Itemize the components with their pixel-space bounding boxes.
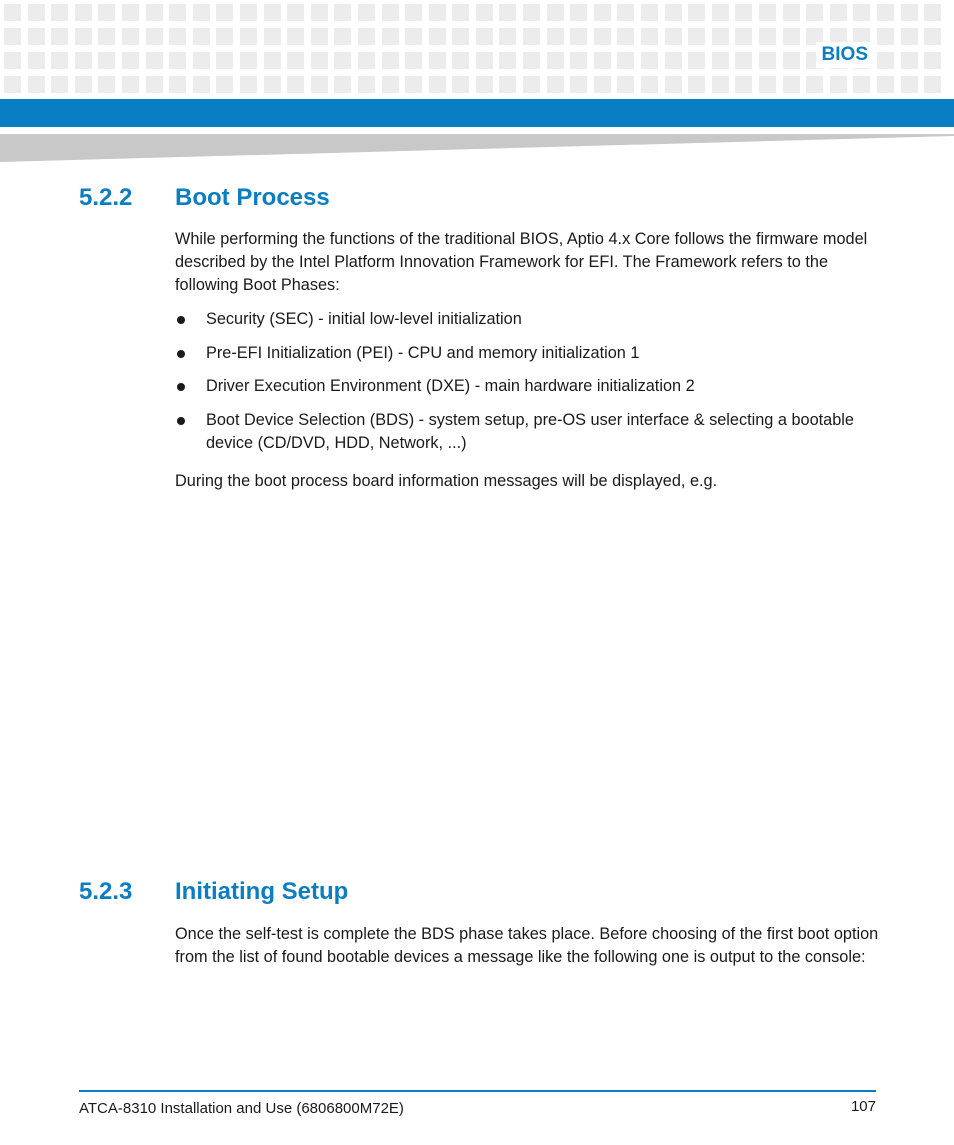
section-title: Boot Process	[175, 184, 330, 211]
list-item	[175, 375, 880, 398]
header-pattern-square	[759, 4, 776, 21]
header-pattern-square	[877, 28, 894, 45]
header-pattern-square	[264, 28, 281, 45]
header-pattern-square	[75, 76, 92, 93]
bullet-icon	[177, 350, 185, 358]
header-pattern-square	[264, 76, 281, 93]
header-pattern-square	[51, 4, 68, 21]
header-pattern-square	[476, 52, 493, 69]
header-pattern-square	[4, 52, 21, 69]
header-pattern-square	[759, 28, 776, 45]
header-pattern-square	[570, 76, 587, 93]
header-pattern-square	[688, 4, 705, 21]
header-pattern-square	[665, 4, 682, 21]
header-pattern-square	[806, 4, 823, 21]
header-pattern-square	[382, 4, 399, 21]
header-pattern-square	[122, 28, 139, 45]
header-pattern-square	[311, 4, 328, 21]
header-pattern-square	[901, 4, 918, 21]
list-item	[175, 409, 880, 455]
header-pattern-square	[216, 28, 233, 45]
header-pattern-square	[901, 52, 918, 69]
boot-process-closing: During the boot process board information messages will be displayed, e.g.	[175, 472, 718, 490]
header-pattern-square	[264, 4, 281, 21]
header-pattern-square	[901, 76, 918, 93]
header-pattern-square	[405, 28, 422, 45]
header-pattern-square	[51, 76, 68, 93]
header-pattern-square	[193, 52, 210, 69]
header-pattern-square	[51, 28, 68, 45]
header-pattern-square	[429, 52, 446, 69]
header-pattern-square	[783, 28, 800, 45]
header-pattern-square	[523, 52, 540, 69]
header-pattern-square	[759, 52, 776, 69]
header-grey-wedge	[0, 131, 954, 163]
header-pattern-square	[877, 4, 894, 21]
header-pattern-square	[311, 52, 328, 69]
header-pattern-square	[287, 4, 304, 21]
header-pattern-square	[75, 4, 92, 21]
header-pattern-square	[452, 76, 469, 93]
header-pattern-square	[547, 4, 564, 21]
header-pattern-square	[452, 52, 469, 69]
initiating-setup-intro: Once the self-test is complete the BDS phase takes place. Before choosing of the first boot option from the list of found bootable devices a message like the following one is output to the console:	[175, 925, 879, 966]
header-pattern-square	[452, 4, 469, 21]
header-pattern-square	[617, 76, 634, 93]
header-pattern-square	[735, 28, 752, 45]
header-pattern-square	[688, 28, 705, 45]
header-pattern-square	[830, 76, 847, 93]
header-pattern-square	[712, 28, 729, 45]
header-pattern-square	[240, 52, 257, 69]
header-pattern-square	[665, 52, 682, 69]
header-pattern-square	[334, 4, 351, 21]
header-pattern-square	[75, 28, 92, 45]
header-pattern-square	[924, 28, 941, 45]
header-pattern-square	[429, 28, 446, 45]
header-pattern-square	[51, 52, 68, 69]
header-pattern-square	[476, 4, 493, 21]
section-number: 5.2.3	[79, 878, 133, 905]
page-number: 107	[850, 1098, 876, 1115]
header-pattern-square	[28, 52, 45, 69]
header-pattern-square	[122, 76, 139, 93]
header-pattern-square	[924, 4, 941, 21]
header-pattern-square	[641, 76, 658, 93]
header-pattern-square	[924, 76, 941, 93]
header-pattern-square	[924, 52, 941, 69]
header-pattern-square	[146, 4, 163, 21]
header-pattern-square	[358, 76, 375, 93]
header-pattern-square	[216, 76, 233, 93]
header-pattern-square	[665, 76, 682, 93]
header-pattern-square	[75, 52, 92, 69]
header-pattern-square	[665, 28, 682, 45]
header-pattern-square	[4, 76, 21, 93]
bullet-icon	[177, 383, 185, 391]
header-blue-band	[0, 99, 954, 127]
header-pattern-square	[216, 52, 233, 69]
header-pattern-square	[594, 4, 611, 21]
header-pattern-square	[617, 4, 634, 21]
header-pattern-square	[499, 28, 516, 45]
header-pattern-square	[334, 52, 351, 69]
header-pattern-square	[334, 28, 351, 45]
header-pattern-square	[688, 76, 705, 93]
header-pattern-square	[334, 76, 351, 93]
header-pattern-square	[98, 4, 115, 21]
header-pattern-square	[4, 28, 21, 45]
list-item-text: Pre-EFI Initialization (PEI) - CPU and memory initialization 1	[206, 343, 640, 362]
header-pattern-square	[712, 76, 729, 93]
list-item	[175, 342, 880, 365]
section-title: Initiating Setup	[175, 878, 349, 905]
footer-document-title: ATCA-8310 Installation and Use (6806800M72E)	[79, 1100, 404, 1117]
header-pattern-square	[98, 76, 115, 93]
header-pattern-square	[358, 28, 375, 45]
header-pattern-square	[287, 52, 304, 69]
header-pattern-square	[641, 52, 658, 69]
header-pattern-square	[547, 76, 564, 93]
header-pattern-square	[287, 28, 304, 45]
header-pattern-square	[712, 4, 729, 21]
header-pattern-square	[570, 28, 587, 45]
section-heading-initiating-setup	[79, 877, 348, 907]
header-pattern-square	[122, 4, 139, 21]
header-pattern-square	[382, 28, 399, 45]
header-pattern-square	[712, 52, 729, 69]
section-number: 5.2.2	[79, 184, 133, 211]
header-pattern-square	[641, 4, 658, 21]
header-pattern-square	[735, 52, 752, 69]
header-pattern-square	[98, 28, 115, 45]
header-pattern-square	[783, 4, 800, 21]
header-pattern-square	[216, 4, 233, 21]
header-pattern-square	[877, 76, 894, 93]
header-pattern-square	[499, 76, 516, 93]
header-pattern-square	[570, 4, 587, 21]
bullet-icon	[177, 316, 185, 324]
header-pattern-square	[382, 52, 399, 69]
header-pattern-square	[594, 28, 611, 45]
list-item-text: Security (SEC) - initial low-level initialization	[206, 310, 522, 328]
footer-rule	[79, 1090, 876, 1092]
header-pattern-square	[98, 52, 115, 69]
header-pattern-square	[853, 76, 870, 93]
running-header-title: BIOS	[816, 42, 874, 68]
header-pattern-square	[735, 76, 752, 93]
header-pattern-square	[240, 76, 257, 93]
header-pattern-square	[169, 52, 186, 69]
header-pattern-square	[806, 76, 823, 93]
header-pattern-square	[146, 76, 163, 93]
header-pattern-square	[877, 52, 894, 69]
header-pattern-square	[429, 4, 446, 21]
header-pattern-square	[405, 52, 422, 69]
header-pattern-square	[523, 28, 540, 45]
header-pattern-square	[240, 4, 257, 21]
boot-phases-list	[175, 308, 880, 465]
header-pattern-square	[169, 28, 186, 45]
header-pattern-square	[28, 4, 45, 21]
header-pattern-square	[264, 52, 281, 69]
header-pattern-square	[193, 28, 210, 45]
header-pattern-square	[759, 76, 776, 93]
header-pattern-square	[28, 28, 45, 45]
header-pattern-square	[240, 28, 257, 45]
header-dot-grid	[4, 4, 954, 94]
header-pattern-square	[594, 52, 611, 69]
header-pattern-square	[358, 52, 375, 69]
header-pattern-square	[476, 76, 493, 93]
header-pattern-square	[452, 28, 469, 45]
header-pattern-square	[499, 52, 516, 69]
header-pattern-square	[193, 4, 210, 21]
header-pattern-square	[169, 76, 186, 93]
header-pattern-square	[853, 4, 870, 21]
section-heading-boot-process	[79, 183, 330, 213]
header-pattern-square	[287, 76, 304, 93]
header-pattern-square	[617, 28, 634, 45]
header-pattern-square	[358, 4, 375, 21]
list-item-text: Boot Device Selection (BDS) - system setup, pre-OS user interface & selecting a bootable device (CD/DVD, HDD, Network, ...)	[206, 410, 854, 452]
header-pattern-square	[169, 4, 186, 21]
header-pattern-square	[594, 76, 611, 93]
header-pattern-square	[641, 28, 658, 45]
header-pattern-square	[476, 28, 493, 45]
list-item-text: Driver Execution Environment (DXE) - main hardware initialization 2	[206, 377, 695, 395]
header-pattern-square	[499, 4, 516, 21]
header-pattern-square	[570, 52, 587, 69]
header-pattern-square	[4, 4, 21, 21]
header-pattern-square	[429, 76, 446, 93]
header-pattern-square	[617, 52, 634, 69]
header-pattern-square	[382, 76, 399, 93]
header-pattern-square	[783, 52, 800, 69]
header-pattern-square	[830, 4, 847, 21]
header-pattern-square	[146, 28, 163, 45]
header-pattern-square	[901, 28, 918, 45]
header-pattern-square	[523, 4, 540, 21]
header-pattern-square	[688, 52, 705, 69]
header-pattern-square	[405, 4, 422, 21]
header-pattern-square	[28, 76, 45, 93]
header-pattern-square	[146, 52, 163, 69]
header-pattern-square	[783, 76, 800, 93]
header-pattern	[0, 0, 954, 96]
boot-process-intro: While performing the functions of the traditional BIOS, Aptio 4.x Core follows the firmware model described by the Intel Platform Innovation Framework for EFI. The Framework refers to the following Boot Phases:	[175, 230, 868, 294]
header-pattern-square	[311, 76, 328, 93]
bullet-icon	[177, 417, 185, 425]
header-pattern-square	[547, 52, 564, 69]
header-pattern-square	[405, 76, 422, 93]
header-pattern-square	[311, 28, 328, 45]
header-pattern-square	[547, 28, 564, 45]
header-pattern-square	[193, 76, 210, 93]
header-pattern-square	[735, 4, 752, 21]
list-item	[175, 308, 880, 331]
header-pattern-square	[523, 76, 540, 93]
header-pattern-square	[122, 52, 139, 69]
